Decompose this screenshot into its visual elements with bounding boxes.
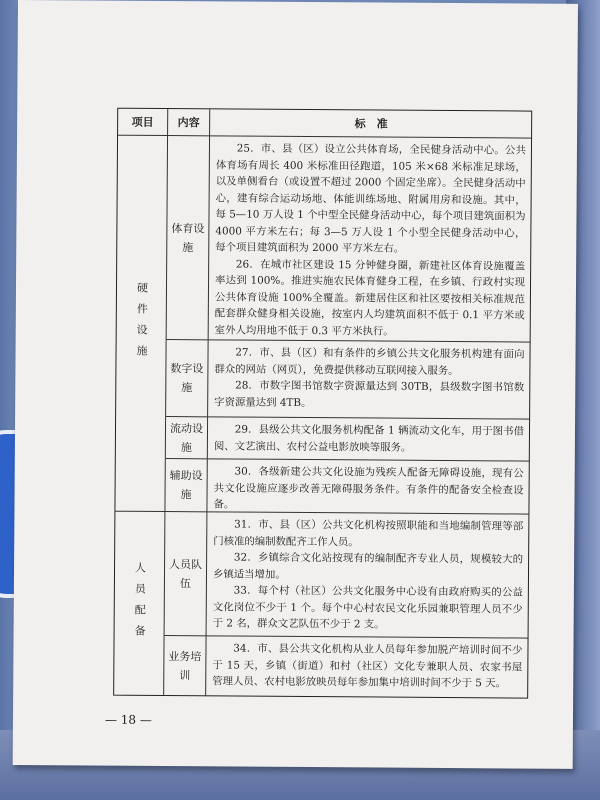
header-content: 内容	[168, 109, 210, 136]
row-label-sports: 体育设施	[167, 136, 210, 340]
row-standard-team	[207, 512, 530, 638]
standard-item-29: 29．县级公共文化服务机构配备 1 辆流动文化车，用于图书借阅、文艺演出、农村公益电影放映等服务。	[213, 423, 525, 454]
standard-item-26: 26．在城市社区建设 15 分钟健身圈，新建社区体育设施覆盖率达到 100%。推进实施农民体育健身工程，在乡镇、行政村实现公共体育设施 100%全覆盖。新建居住区和社区要按相关标准规范配套群众健身相关设施，按室内人均建筑面积不低于 0.1 平方米或室外人均用地不低于 0.3 平方米执行。	[214, 258, 526, 338]
standard-item-30: 30．各级新建公共文化设施为残疾人配备无障碍设施，现有公共文化设施应逐步改善无障碍服务条件。有条件的配备安全检查设备。	[213, 465, 524, 511]
standard-item-33: 33．每个村（社区）公共文化服务中心设有由政府购买的公益文化岗位不少于 1 个。每个中心村农民文化乐园兼职管理人员不少于 2 名，群众文艺队伍不少于 2 支。	[212, 584, 523, 631]
row-label-aux: 辅助设施	[165, 459, 207, 512]
header-item: 项目	[118, 109, 168, 136]
row-label-mobile: 流动设施	[166, 417, 208, 459]
header-standard: 标 准	[210, 109, 532, 138]
row-standard-training	[206, 636, 528, 698]
standard-item-32: 32．乡镇综合文化站按现有的编制配齐专业人员，规模较大的乡镇适当增加。	[212, 551, 524, 581]
standard-item-34: 34．市、县公共文化机构从业人员每年参加脱产培训时间不少于 15 天，乡镇（街道）和村（社区）文化专兼职人员、农家书屋管理人员、农村电影放映员每年参加集中培训时间不少于 5 天。	[212, 642, 523, 690]
standard-item-25: 25．市、县（区）设立公共体育场，全民健身活动中心。公共体育场有周长 400 米标准田径跑道，105 米×68 米标准足球场，以及单侧看台（或设置不超过 2000 个固定坐席）。全民健身活动中心，建有综合运动场地、体能训练场地、附属用房和设施。其中，每 5—10 万人设 1 个中型全民健身活动中心，每个项目建筑面积为 4000 平方米左右；每 3—5 万人设 1 个小型全民健身活动中心，每个项目建筑面积为 2000 平方米左右。	[215, 142, 527, 255]
row-standard-digital	[208, 340, 531, 419]
document-page	[13, 0, 578, 769]
row-label-team: 人员队伍	[165, 512, 208, 636]
row-label-digital: 数字设施	[166, 340, 209, 417]
standards-table	[113, 108, 532, 699]
row-standard-mobile	[208, 417, 530, 461]
page-number: — 18 —	[104, 712, 152, 727]
standard-item-31: 31．市、县（区）公共文化机构按照职能和当地编制管理等部门核准的编制数配齐工作人员。	[213, 518, 524, 548]
row-label-training: 业务培训	[164, 636, 206, 696]
row-standard-sports	[209, 136, 532, 342]
standard-item-27: 27．市、县（区）和有条件的乡镇公共文化服务机构建有面向群众的网站（网页），免费提供移动互联网接入服务。	[214, 346, 525, 377]
standard-item-28: 28．市数字图书馆数字资源量达到 30TB，县级数字图书馆数字资源量达到 4TB。	[214, 379, 525, 409]
section-staff-label: 人员配备	[114, 512, 165, 696]
section-hardware-label: 硬件设施	[115, 136, 168, 512]
row-standard-aux	[207, 459, 529, 514]
